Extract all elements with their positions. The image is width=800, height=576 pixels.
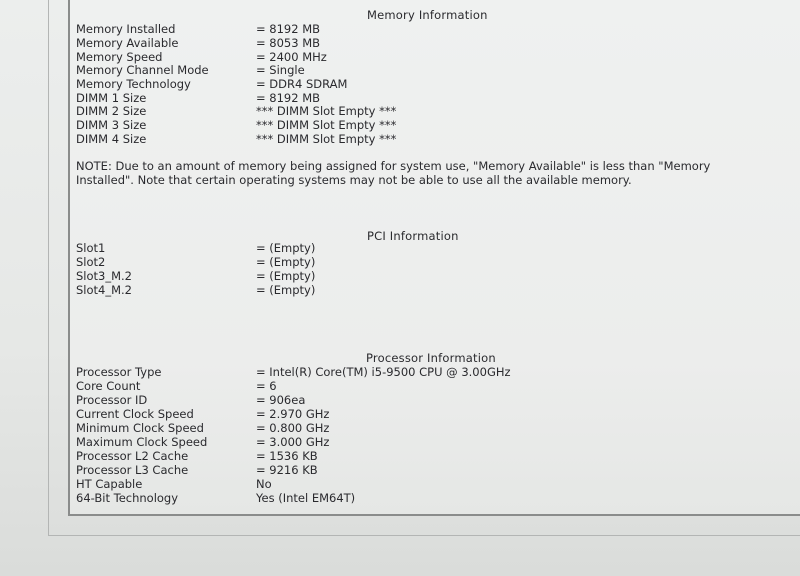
row-label: Processor ID: [76, 393, 148, 407]
row-label: Current Clock Speed: [76, 407, 194, 421]
row-value: = 1536 KB: [256, 449, 318, 463]
row-value: = 2400 MHz: [256, 50, 327, 64]
row-value: = 8192 MB: [256, 91, 321, 105]
row-label: HT Capable: [76, 477, 143, 491]
row-value: = 8192 MB: [256, 22, 321, 36]
row-value: = (Empty): [256, 241, 316, 255]
row-label: Memory Available: [76, 36, 179, 50]
row-value: = 0.800 GHz: [256, 421, 330, 435]
row-label: 64-Bit Technology: [76, 491, 179, 505]
row-label: Slot1: [76, 241, 106, 255]
row-value: = 6: [256, 379, 277, 393]
row-value: = (Empty): [256, 255, 316, 269]
row-label: Core Count: [76, 379, 141, 393]
processor-section-title: Processor Information: [366, 351, 496, 365]
row-label: Maximum Clock Speed: [76, 435, 208, 449]
row-label: Slot4_M.2: [76, 283, 133, 297]
row-value: = Single: [256, 63, 305, 77]
row-label: DIMM 4 Size: [76, 132, 147, 146]
pci-section-title: PCI Information: [367, 229, 459, 243]
row-value: = 9216 KB: [256, 463, 318, 477]
row-label: Processor L2 Cache: [76, 449, 189, 463]
row-value: = (Empty): [256, 269, 316, 283]
row-value: = 8053 MB: [256, 36, 321, 50]
row-value: = 3.000 GHz: [256, 435, 330, 449]
memory-section-title: Memory Information: [367, 8, 488, 22]
row-label: Slot3_M.2: [76, 269, 133, 283]
row-value: = (Empty): [256, 283, 316, 297]
row-label: Slot2: [76, 255, 106, 269]
row-value: Yes (Intel EM64T): [256, 491, 356, 505]
row-label: Memory Installed: [76, 22, 176, 36]
memory-note: NOTE: Due to an amount of memory being assigned for system use, "Memory Available" is less than "Memory Installed". Note that certain operating systems may not be able to use all the available memory.: [76, 159, 711, 187]
row-label: DIMM 2 Size: [76, 104, 147, 118]
row-value: = 2.970 GHz: [256, 407, 330, 421]
row-label: DIMM 3 Size: [76, 118, 147, 132]
row-value: *** DIMM Slot Empty ***: [256, 118, 397, 132]
row-label: Processor Type: [76, 365, 162, 379]
row-value: No: [256, 477, 272, 491]
row-label: Processor L3 Cache: [76, 463, 189, 477]
row-value: = 906ea: [256, 393, 306, 407]
row-label: DIMM 1 Size: [76, 91, 147, 105]
row-label: Memory Technology: [76, 77, 191, 91]
row-value: = Intel(R) Core(TM) i5-9500 CPU @ 3.00GHz: [256, 365, 511, 379]
row-value: *** DIMM Slot Empty ***: [256, 132, 397, 146]
row-label: Memory Channel Mode: [76, 63, 209, 77]
row-value: = DDR4 SDRAM: [256, 77, 348, 91]
row-label: Memory Speed: [76, 50, 163, 64]
row-value: *** DIMM Slot Empty ***: [256, 104, 397, 118]
row-label: Minimum Clock Speed: [76, 421, 204, 435]
